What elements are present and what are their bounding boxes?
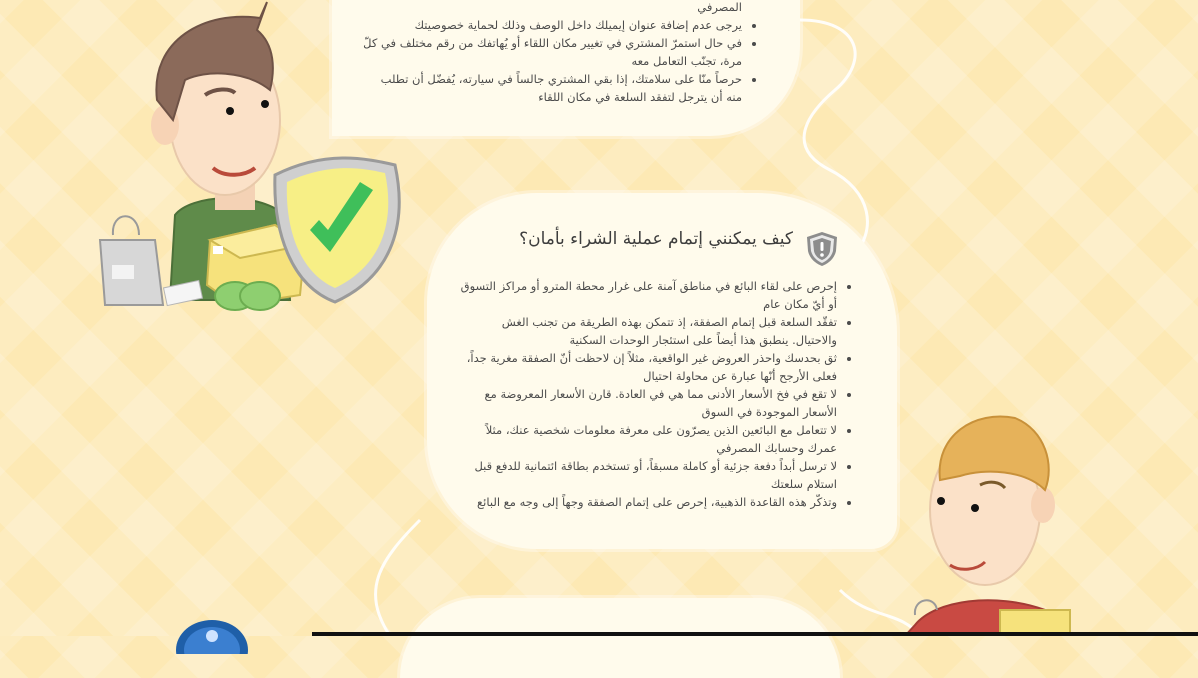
list-item: • في حال استمرّ المشتري في تغيير مكان اللقاء أو يُهاتفك من رقم مختلف في كلّ مرة، تجنّب التعامل معه [362, 34, 742, 70]
list-item: • تفقّد السلعة قبل إتمام الصفقة، إذ تتمكن بهذه الطريقة من تجنب الغش والاحتيال. ينطبق هذا أيضاً على استئجار الوحدات السكنية [459, 313, 837, 349]
safe-buying-card [427, 193, 897, 549]
list-item: • وتذكّر هذه القاعدة الذهبية، إحرص على إتمام الصفقة وجهاً إلى وجه مع البائع [459, 493, 837, 511]
safe-buying-tips-list [459, 277, 855, 511]
list-item: • ثق بحدسك واحذر العروض غير الواقعية، مثلاً إن لاحظت أنّ الصفقة مغرية جداً، فعلى الأرجح أنّها عبارة عن محاولة احتيال [459, 349, 837, 385]
shield-alert-icon [805, 231, 839, 267]
buyer-character-illustration [905, 410, 1105, 636]
list-item: • يرجى عدم إضافة عنوان إيميلك داخل الوصف وذلك لحماية خصوصيتك [362, 16, 742, 34]
top-tips-list [362, 0, 760, 106]
list-item: • لا ترسل أبداً دفعة جزئية أو كاملة مسبقاً، أو تستخدم بطاقة ائتمانية للدفع قبل استلام سلعتك [459, 457, 837, 493]
blue-badge-icon [176, 614, 248, 654]
seller-character-illustration [95, 0, 415, 320]
list-item: • المصرفي [362, 0, 742, 16]
safety-tips-card-bottom [400, 598, 840, 678]
bottom-edge-bar [312, 632, 1198, 636]
list-item: • لا تتعامل مع البائعين الذين يصرّون على معرفة معلومات شخصية عنك، مثلاً عمرك وحسابك المصرفي [459, 421, 837, 457]
shopping-bag-icon [100, 216, 163, 305]
list-item: • إحرص على لقاء البائع في مناطق آمنة على غرار محطة المترو أو مراكز التسوق أو أيّ مكان عام [459, 277, 837, 313]
list-item: • حرصاً منّا على سلامتك، إذا بقي المشتري جالساً في سيارته، يُفضّل أن تطلب منه أن يترجل لتفقد السلعة في مكان اللقاء [362, 70, 742, 106]
list-item: • لا تقع في فخ الأسعار الأدنى مما هي في العادة. قارن الأسعار المعروضة مع الأسعار الموجودة في السوق [459, 385, 837, 421]
section-title: كيف يمكنني إتمام عملية الشراء بأمان؟ [519, 229, 793, 249]
